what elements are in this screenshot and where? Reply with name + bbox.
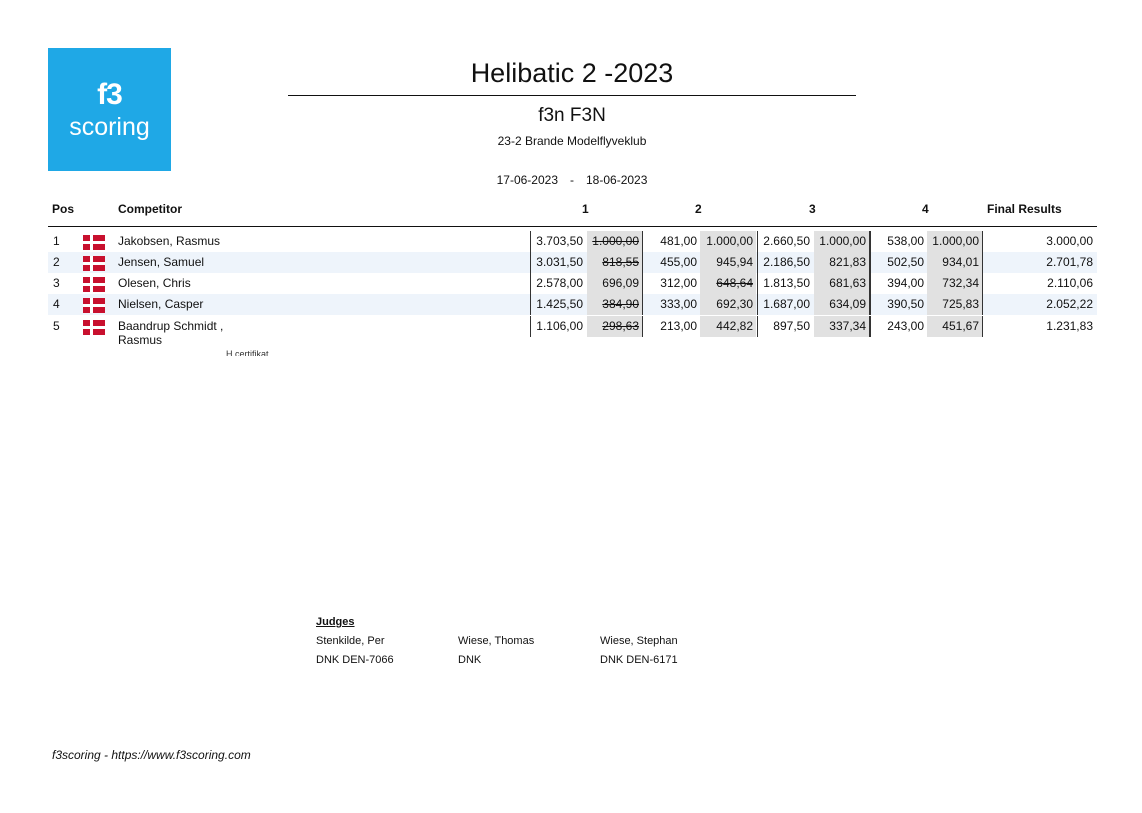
round-2-raw-score: 481,00: [660, 234, 697, 248]
dropped-score-value: 298,63: [602, 319, 639, 333]
round-4-normalized-score: [927, 273, 983, 294]
title-divider: [288, 95, 856, 96]
judge-id: DNK DEN-7066: [316, 654, 394, 666]
round-1-normalized-score: [587, 273, 643, 294]
round-4-normalized-score: [927, 252, 983, 273]
round-4-raw-score: 390,50: [870, 294, 927, 315]
score-value: 732,34: [942, 276, 979, 290]
denmark-flag-icon: [83, 235, 105, 250]
score-value: 451,67: [942, 319, 979, 333]
round-1-normalized-score: [587, 316, 643, 337]
event-dates: [288, 173, 856, 188]
event-class: f3n F3N: [538, 105, 606, 126]
competitor-name: Nielsen, Casper: [118, 297, 204, 311]
round-4-raw-score: 538,00: [870, 231, 927, 252]
competitor-name: Jensen, Samuel: [118, 255, 205, 269]
judge-name: Wiese, Thomas: [458, 635, 535, 647]
dropped-score-value: 1.000,00: [592, 234, 639, 248]
round-4-raw-score: 243,00: [870, 316, 927, 337]
competitor-name: Baandrup Schmidt , Rasmus: [118, 319, 224, 347]
round-1-raw-score: 1.106,00: [530, 316, 586, 337]
round-4-raw-score: 502,50: [870, 252, 927, 273]
round-2-raw-score: 333,00: [660, 297, 697, 311]
round-2-normalized-score: [700, 231, 756, 252]
round-2-normalized-score: [700, 252, 756, 273]
round-1-raw-score: 3.031,50: [530, 252, 586, 273]
dropped-score-value: 648,64: [716, 276, 753, 290]
round-1-raw-score: 2.578,00: [530, 273, 586, 294]
score-value: 1.000,00: [819, 234, 866, 248]
table-row: [48, 273, 1097, 294]
logo-line-1: f3: [97, 78, 122, 111]
final-result: 2.110,06: [1047, 276, 1093, 290]
round-2-normalized-score: [700, 273, 756, 294]
round-3-normalized-score: [814, 231, 870, 252]
header-round-3: 3: [809, 202, 816, 216]
final-result: 2.052,22: [1046, 297, 1093, 311]
header-round-1: 1: [582, 202, 589, 216]
dropped-score-value: 818,55: [602, 255, 639, 269]
score-value: 681,63: [829, 276, 866, 290]
header-pos: Pos: [52, 202, 75, 216]
score-value: 1.000,00: [932, 234, 979, 248]
round-3-raw-score: 1.687,00: [757, 294, 813, 315]
table-row: [48, 231, 1097, 252]
competitor-name: Jakobsen, Rasmus: [118, 234, 221, 248]
row-position: 3: [53, 276, 60, 290]
denmark-flag-icon: [83, 298, 105, 313]
score-value: 696,09: [602, 276, 639, 290]
judges-title: Judges: [316, 616, 355, 628]
score-value: 1.000,00: [706, 234, 753, 248]
final-result: 3.000,00: [1046, 234, 1093, 248]
round-1-raw-score: 3.703,50: [530, 231, 586, 252]
round-3-raw-score: 2.186,50: [757, 252, 813, 273]
header-round-2: 2: [695, 202, 702, 216]
round-3-normalized-score: [814, 252, 870, 273]
final-result: 1.231,83: [1046, 319, 1093, 333]
round-2-raw-score: 312,00: [660, 276, 697, 290]
competitor-name: Olesen, Chris: [118, 276, 191, 290]
header-divider: [48, 226, 1097, 227]
round-2-raw-score: 213,00: [660, 319, 697, 333]
date-separator: -: [570, 173, 574, 187]
round-4-normalized-score: [927, 294, 983, 315]
round-1-raw-score: 1.425,50: [530, 294, 586, 315]
round-1-normalized-score: [587, 294, 643, 315]
row-position: 5: [53, 319, 60, 333]
round-3-raw-score: 897,50: [757, 316, 813, 337]
score-value: 442,82: [716, 319, 753, 333]
round-4-raw-score: 394,00: [870, 273, 927, 294]
final-result: 2.701,78: [1046, 255, 1093, 269]
round-3-normalized-score: [814, 316, 870, 337]
header-final-results: Final Results: [987, 202, 1062, 216]
header-round-4: 4: [922, 202, 929, 216]
score-value: 821,83: [829, 255, 866, 269]
denmark-flag-icon: [83, 277, 105, 292]
round-1-normalized-score: [587, 252, 643, 273]
round-3-raw-score: 1.813,50: [757, 273, 813, 294]
table-row: [48, 316, 1097, 347]
round-2-normalized-score: [700, 294, 756, 315]
header-competitor: Competitor: [118, 202, 182, 216]
event-club: 23-2 Brande Modelflyveklub: [497, 134, 647, 148]
overflow-note: H certifikat: [226, 349, 269, 356]
round-3-normalized-score: [814, 294, 870, 315]
date-end: 18-06-2023: [586, 173, 648, 187]
footer-credit: f3scoring - https://www.f3scoring.com: [52, 748, 251, 762]
judge-id: DNK DEN-6171: [600, 654, 678, 666]
round-3-normalized-score: [814, 273, 870, 294]
round-2-normalized-score: [700, 316, 756, 337]
judge-name: Stenkilde, Per: [316, 635, 385, 647]
score-value: 725,83: [942, 297, 979, 311]
dropped-score-value: 384,90: [602, 297, 639, 311]
score-value: 692,30: [716, 297, 753, 311]
judge-name: Wiese, Stephan: [600, 635, 678, 647]
row-position: 1: [53, 234, 60, 248]
score-value: 945,94: [716, 255, 753, 269]
event-title: Helibatic 2 -2023: [470, 58, 674, 88]
round-3-raw-score: 2.660,50: [757, 231, 813, 252]
judge-id: DNK: [458, 654, 482, 666]
round-2-raw-score: 455,00: [660, 255, 697, 269]
f3scoring-logo: [48, 48, 171, 171]
row-position: 2: [53, 255, 60, 269]
table-row: [48, 294, 1097, 315]
round-4-normalized-score: [927, 316, 983, 337]
table-row: [48, 252, 1097, 273]
denmark-flag-icon: [83, 320, 105, 335]
denmark-flag-icon: [83, 256, 105, 271]
score-value: 934,01: [942, 255, 979, 269]
score-value: 634,09: [829, 297, 866, 311]
logo-line-2: scoring: [69, 113, 150, 141]
round-1-normalized-score: [587, 231, 643, 252]
round-4-normalized-score: [927, 231, 983, 252]
date-start: 17-06-2023: [496, 173, 558, 187]
row-position: 4: [53, 297, 60, 311]
score-value: 337,34: [829, 319, 866, 333]
